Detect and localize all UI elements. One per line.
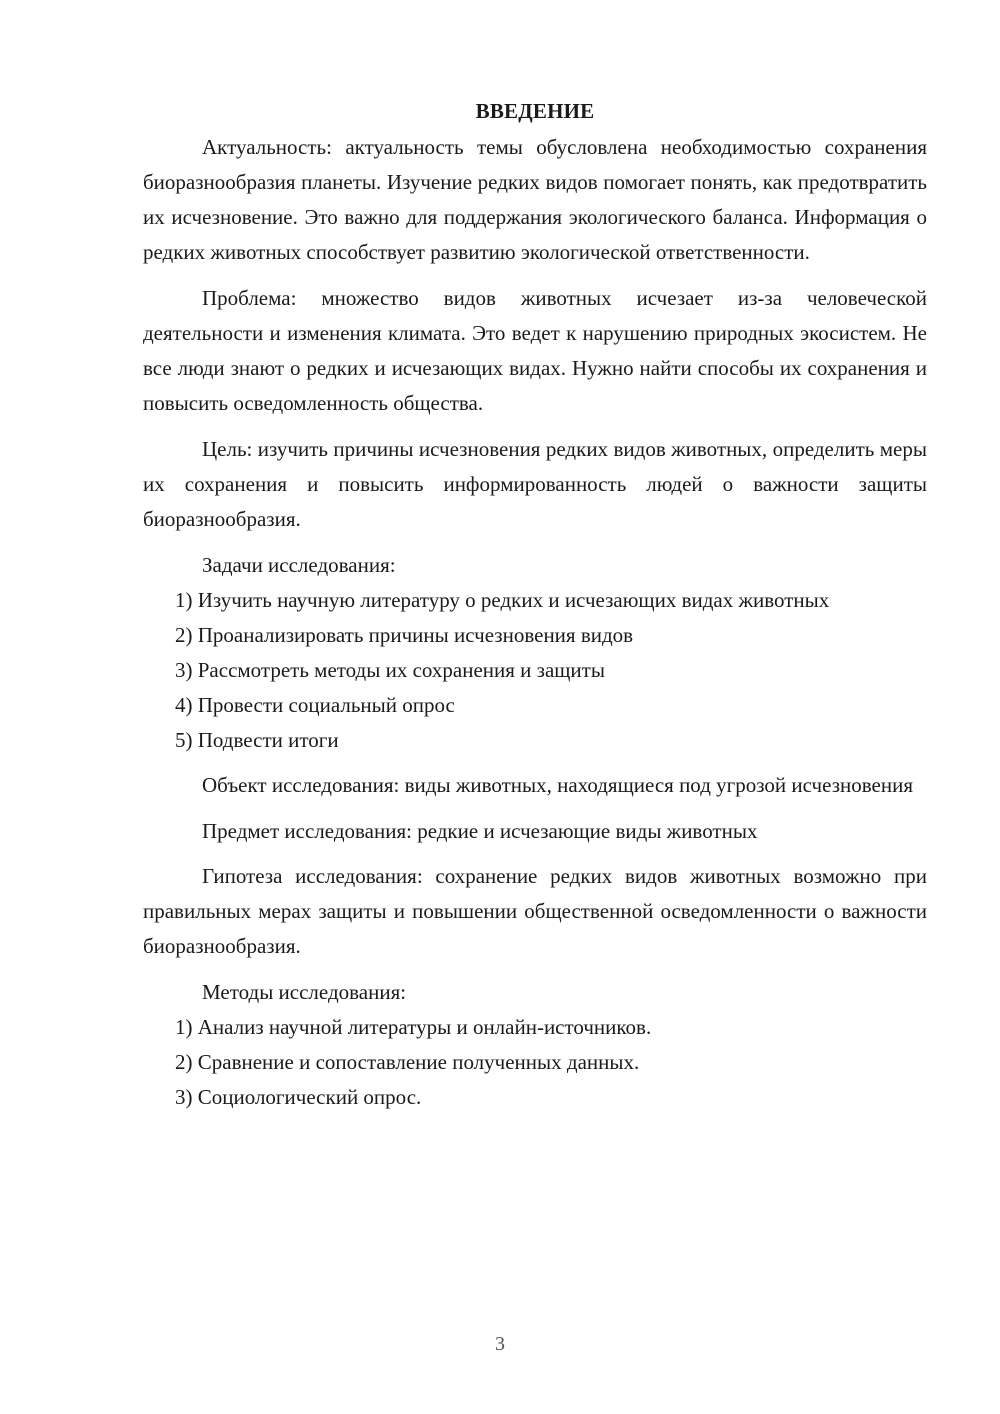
page-content xyxy=(143,96,927,1115)
list-item: 2) Проанализировать причины исчезновения видов xyxy=(175,623,634,647)
goal-paragraph: Цель: изучить причины исчезновения редких видов животных, определить меры их сохранения и повысить информированность людей о важности защиты биоразнообразия. xyxy=(143,437,927,531)
list-item: 4) Провести социальный опрос xyxy=(175,693,455,717)
problem-paragraph: Проблема: множество видов животных исчезает из-за человеческой деятельности и изменения климата. Это ведет к нарушению природных экосистем. Не все люди знают о редких и исчезающих видах. Нужно найти способы их сохранения и повысить осведомленность общества. xyxy=(143,286,927,415)
methods-heading: Методы исследования: xyxy=(202,980,407,1004)
relevance-paragraph: Актуальность: актуальность темы обусловлена необходимостью сохранения биоразнообразия планеты. Изучение редких видов помогает понять, как предотвратить их исчезновение. Это важно для поддержания экологического баланса. Информация о редких животных способствует развитию экологической ответственности. xyxy=(143,135,927,264)
list-item: 1) Анализ научной литературы и онлайн-источников. xyxy=(175,1015,652,1039)
tasks-heading: Задачи исследования: xyxy=(202,553,396,577)
tasks-list xyxy=(143,583,927,758)
list-item: 2) Сравнение и сопоставление полученных данных. xyxy=(175,1050,640,1074)
list-item: 3) Социологический опрос. xyxy=(175,1085,422,1109)
methods-list xyxy=(143,1010,927,1115)
object-paragraph: Объект исследования: виды животных, находящиеся под угрозой исчезновения xyxy=(202,773,913,797)
section-title: ВВЕДЕНИЕ xyxy=(475,99,595,123)
list-item: 5) Подвести итоги xyxy=(175,728,339,752)
page-number: 3 xyxy=(495,1333,505,1355)
hypothesis-paragraph: Гипотеза исследования: сохранение редких видов животных возможно при правильных мерах защиты и повышении общественной осведомленности о важности биоразнообразия. xyxy=(143,864,927,958)
list-item: 1) Изучить научную литературу о редких и исчезающих видах животных xyxy=(175,588,830,612)
list-item: 3) Рассмотреть методы их сохранения и защиты xyxy=(175,658,605,682)
subject-paragraph: Предмет исследования: редкие и исчезающие виды животных xyxy=(202,819,758,843)
